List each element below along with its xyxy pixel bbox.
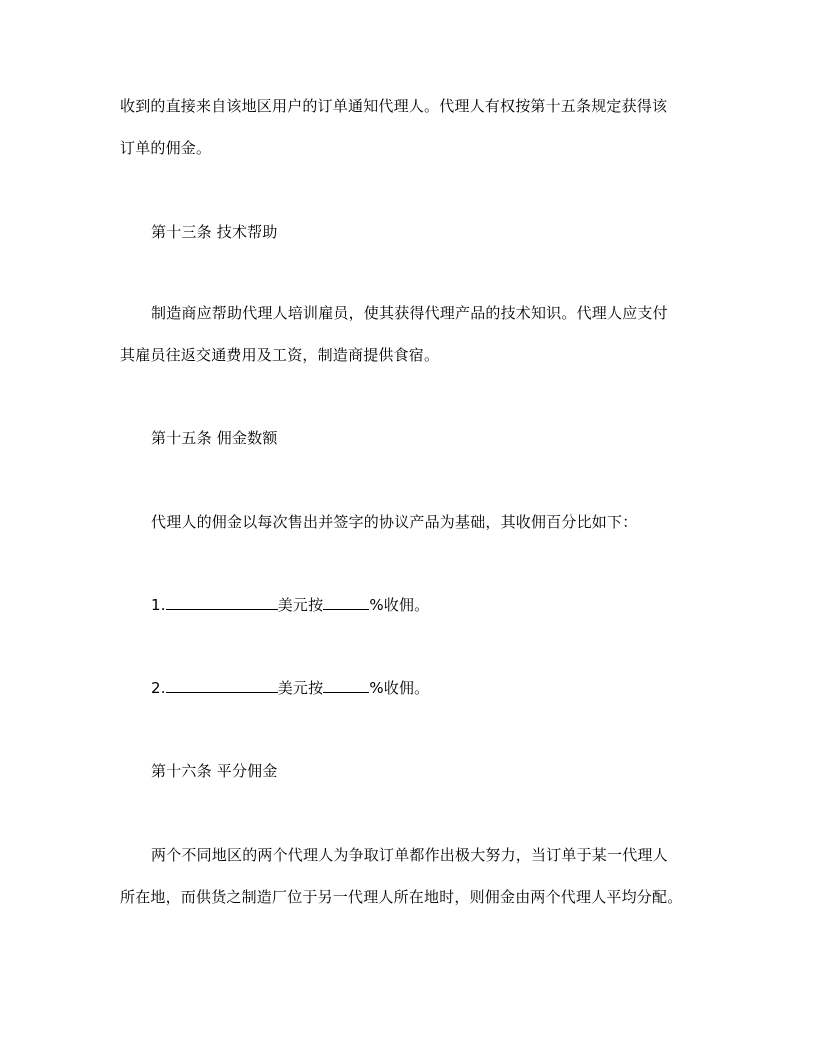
item-text-end: %收佣。: [369, 679, 430, 697]
paragraph-line: 所在地，而供货之制造厂位于另一代理人所在地时，则佣金由两个代理人平均分配。: [120, 888, 683, 906]
commission-item-2: [151, 678, 731, 698]
commission-item-1: [151, 595, 731, 615]
item-number: 2.: [151, 679, 166, 697]
paragraph-line: 制造商应帮助代理人培训雇员，使其获得代理产品的技术知识。代理人应支付: [151, 304, 668, 322]
item-text-end: %收佣。: [369, 596, 430, 614]
percent-blank: [323, 595, 369, 610]
amount-blank: [166, 595, 278, 610]
amount-blank: [166, 678, 278, 693]
article-15-heading: 第十五条 佣金数额: [151, 429, 278, 447]
paragraph-line: 订单的佣金。: [120, 139, 212, 157]
paragraph-line: 两个不同地区的两个代理人为争取订单都作出极大努力，当订单于某一代理人: [151, 846, 668, 864]
article-13-heading: 第十三条 技术帮助: [151, 223, 278, 241]
item-number: 1.: [151, 596, 166, 614]
item-text: 美元按: [277, 679, 324, 697]
paragraph-line: 代理人的佣金以每次售出并签字的协议产品为基础，其收佣百分比如下：: [151, 513, 638, 531]
paragraph-line: 其雇员往返交通费用及工资，制造商提供食宿。: [120, 346, 440, 364]
item-text: 美元按: [277, 596, 324, 614]
percent-blank: [323, 678, 369, 693]
article-16-heading: 第十六条 平分佣金: [151, 762, 278, 780]
paragraph-line: 收到的直接来自该地区用户的订单通知代理人。代理人有权按第十五条规定获得该: [120, 97, 668, 115]
